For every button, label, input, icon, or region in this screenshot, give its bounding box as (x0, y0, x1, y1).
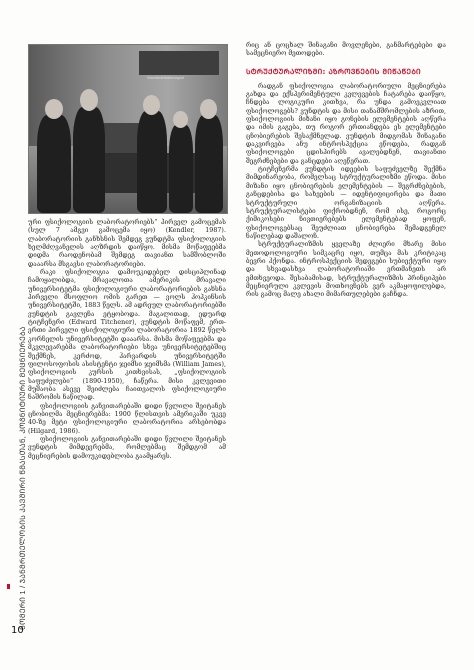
photo-person-2-head (80, 89, 98, 111)
photo-person-1 (37, 115, 71, 213)
right-text-column (246, 42, 446, 300)
right-paragraph-1: რადგან ფსიქოლოგია ლაბორატორიული მეცნიერება გახდა და ექსპერიმენტული კვლევების ჩატარება დაიწყო, ჩნდება ლოგიკური კითხვა, რა უნდა გამოეკვლიათ ფსიქოლოგებს? ვუნდტის და მისი თანამშრომლების აზრით, ფსიქოლოგიის მიზანი იყო გონების ელემენტების აღწერა და იმის გაგება, თუ როგორ ერთიანდება ეს ელემენტები ცნობიერების შესაქმნელად. ვუნდტის მიდგომას შინაგანი დაკვირვება ანუ ინტროსპექცია ეწოდება, რადგან ფსიქოლოგები ცდისპირებს ავალებდნენ, თავიანთი შეგრძნებები და განცდები აღეწერათ. (246, 82, 446, 165)
page-number: 10 (11, 625, 24, 636)
right-paragraph-2: ტიტჩენერმა ვუნდტის იდეების საფუძველზე შექმნა მიმდინარეობა, რომელსაც სტრუქტურალიზმი ეწოდა. მისი მიზანი იყო ცნობიერების ელემენტების — შეგრძნებების, განცდებისა და სახეების — იდენტიფიცირება და მათი სტრუქტურული ორგანიზაციის აღწერა. სტრუქტურალისტები ფიქრობდნენ, რომ ისე, როგორც ქიმიკოსები ნივთიერებებს ელემენტებად ყოფენ, ფსიქოლოგებსაც შეუძლიათ ცნობიერება შემადგენელ ნაწილებად დაშალონ. (246, 166, 446, 240)
spine-color-mark (7, 584, 10, 589)
spine-running-title: ᲜᲝᲛᲔᲠᲘ 1 / ᲯᲐᲜᲛᲠᲗᲔᲚᲝᲑᲘᲡ ᲙᲐᲕᲨᲘᲠᲘ ᲬᲛᲐᲡᲗᲐᲜ, ᲙᲝᲒᲜᲘᲢᲘᲣᲠᲘ ᲛᲔᲪᲜᲘᲔᲠᲔᲑᲐ (18, 326, 27, 630)
photo-apparatus (101, 123, 141, 153)
left-paragraph-3: ფსიქოლოგიის განვითარებაში დიდი წვლილი შეიტანეს ცნობილმა მეცნიერებმა: 1900 წლისთვის ამერიკაში უკვე 40-ზე მეტი ფსიქოლოგიური ლაბორატორია არსებობდა (Hilgard, 1986). (28, 402, 226, 435)
photo-person-3 (137, 111, 167, 213)
left-paragraph-2: რაკი ფსიქოლოგია დამოუკიდებელ დისციპლინად ჩამოყალიბდა, მრავალოთა ამერიკის მრავალი უნივერსიტეტმა ფსიქოლოგიური ლაბორატორიების გახსნა პირველი მსოფლიო ომის გარეთ — ვოლს ჰოპკინსის უნივერსიტეტში, 1883 წელს. ამ ადრეულ ლაბორატორიებში ვუნდტის გავლენა ეტყობოდა. მაგალითად, ედუარდ ტიტჩენერი (Edward Titchener), ვუნდტის მოწაფემ, ერთ-ერთი პირველი ფსიქოლოგიური ლაბორატორია 1892 წელს კორნელის უნივერსიტეტში დააარსა. მისმა მოწაფეებმა და მკვლევარებმა ლაბორატორიები სხვა უნივერსიტეტებშიც შექმნეს, კერძოდ, ჰარვარდის უნივერსიტეტში ფილოსოფოსის ასისტენტი ჯეიმსი ჯეიმსმა (William James), ფსიქოლოგიის კურსის კითხვისას, „ფსიქოლოგიის საფუძვლები“ (1890-1950), ჩაწერა. მისი კვლევითი მუშაობა ასევე შეიძლება ჩაითვალოს ფსიქოლოგიური ნაშრომის ნაწილად. (28, 269, 226, 402)
left-paragraph-1: ური ფსიქოლოგიის ლაბორატორიებს“ პირველ გამოცემას (სულ 7 ამგვი გამოცემა იყო) (Kendler, 1987). ლაბორატორიის განხსნის შემდეგ ვუნდტმა ფსიქოლოგიის ხელმძღვანელის აღზრდის დაიწყო. მისმა მოწაფეებმა დიდმა რაოდენობამ შემდეგ თავიანთ სამშობლოში დააარსა მსგავსი ლაბორატორიები. (28, 219, 226, 268)
photo-shelf (139, 51, 219, 75)
photo-person-4 (169, 125, 193, 213)
section-heading-text: ᲡᲢᲠᲣᲥᲢᲣᲠᲐᲚᲘᲖᲛᲘ: ᲐᲖᲠᲝᲕᲜᲔᲑᲘᲡ ᲛᲘᲬᲐᲬᲔᲑᲘ (246, 66, 421, 76)
photo-label: Wandtafelkartenspiel (147, 75, 185, 80)
left-text-column (28, 219, 226, 461)
photo-person-1-head (45, 99, 63, 119)
right-intro-paragraph: რიც ან ცოცხალ შინაგანი მოვლენები, განმარტებები და სამეცნიერო მეთოდები. (246, 42, 446, 58)
photo-person-5 (195, 115, 223, 213)
photo-person-2 (73, 107, 105, 213)
section-heading (246, 67, 446, 77)
photo-person-5-head (200, 99, 217, 119)
left-paragraph-4: ფსიქოლოგიის განვითარებაში დიდი წვლილი შეიტანეს ვუნდტის მიმდევრებმა, რომლებმაც შემდგომ ამ მეცნიერების დამოუკიდებლობა გაამყარეს. (28, 435, 226, 460)
photo-person-3-head (143, 95, 160, 115)
historical-photo (28, 44, 228, 214)
right-paragraph-3: სტრუქტურალიზმის ყველაზე ძლიერი მხარე მისი მეთოდოლოგიური სიმკაცრე იყო, თუმცა მას კრიტიკაც ბევრი ჰქონდა. ინტროსპექციის შედეგები სუბიექტური იყო და სხვადასხვა ლაბორატორიაში ერთმანეთს არ ემთხვეოდა. შესაბამისად, სტრუქტურალიზმის პრინციპები მეცნიერული კვლევის მოთხოვნებს ვერ აკმაყოფილებდა, რის გამოც მალე ახალი მიმართულებები გაჩნდა. (246, 241, 446, 299)
photo-person-4-head (173, 111, 188, 128)
